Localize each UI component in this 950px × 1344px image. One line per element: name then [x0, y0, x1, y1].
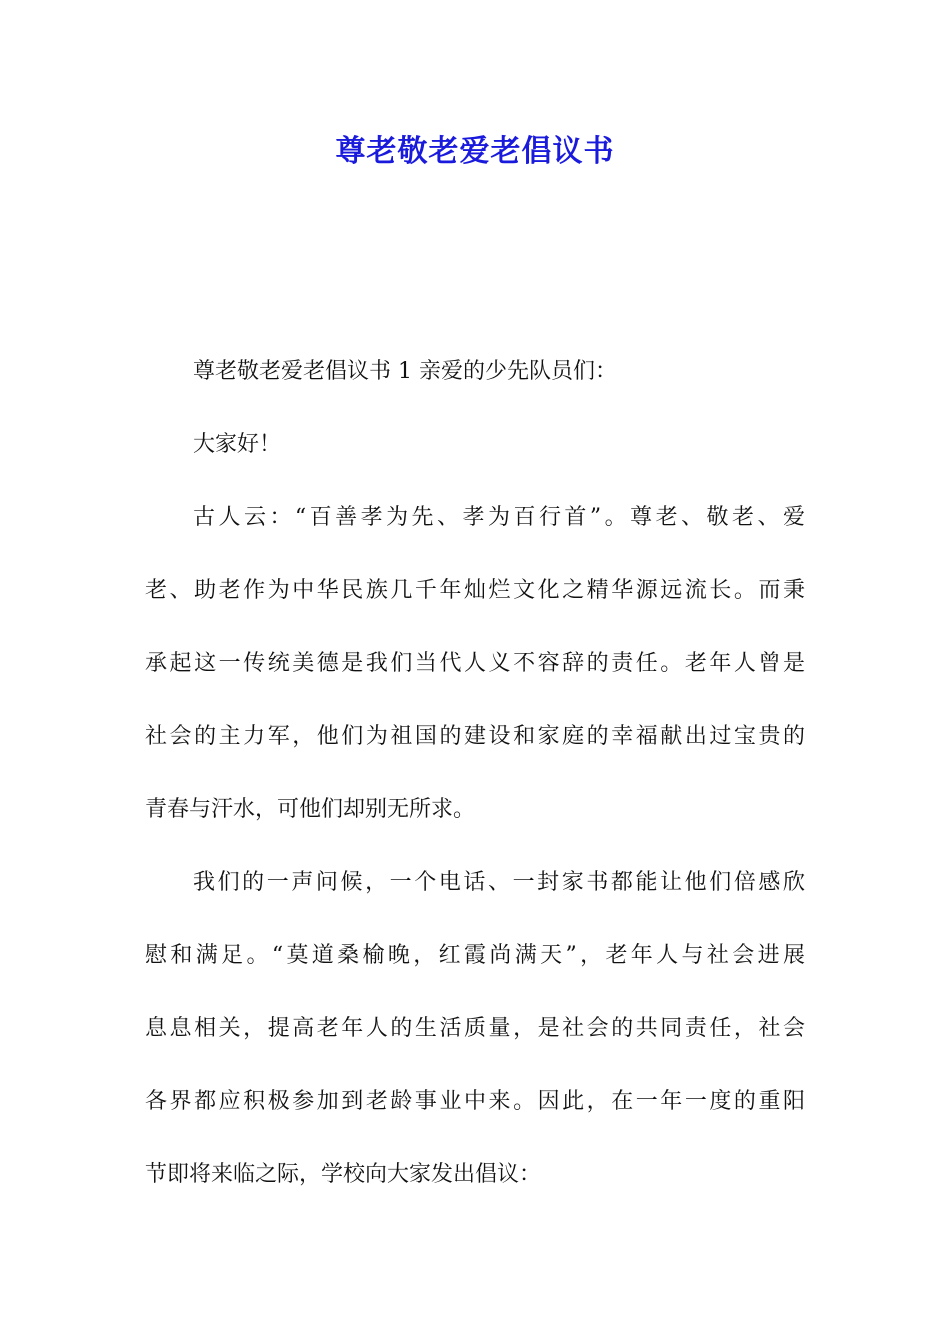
paragraph-line: 我们的一声问候，一个电话、一封家书都能让他们倍感欣 [193, 870, 805, 895]
paragraph-line: 青春与汗水，可他们却别无所求。 [145, 797, 476, 822]
paragraph-line: 慰和满足。“莫道桑榆晚，红霞尚满天”，老年人与社会进展 [145, 943, 805, 968]
paragraph-line: 社会的主力军，他们为祖国的建设和家庭的幸福献出过宝贵的 [145, 724, 805, 749]
paragraph-line: 各界都应积极参加到老龄事业中来。因此，在一年一度的重阳 [145, 1089, 805, 1114]
document-title: 尊老敬老爱老倡议书 [335, 134, 615, 169]
paragraph-salutation [145, 335, 805, 408]
paragraph-line: 古人云：“百善孝为先、孝为百行首”。尊老、敬老、爱 [193, 505, 805, 530]
paragraph-line: 承起这一传统美德是我们当代人义不容辞的责任。老年人曾是 [145, 651, 805, 676]
document-body [145, 335, 805, 1211]
paragraph-line: 尊老敬老爱老倡议书 1 亲爱的少先队员们： [193, 359, 617, 384]
paragraph-line: 大家好！ [193, 432, 282, 457]
paragraph-body-1 [145, 481, 805, 846]
paragraph-line: 息息相关，提高老年人的生活质量，是社会的共同责任，社会 [145, 1016, 805, 1041]
paragraph-line: 老、助老作为中华民族几千年灿烂文化之精华源远流长。而秉 [145, 578, 805, 603]
paragraph-line: 节即将来临之际，学校向大家发出倡议： [145, 1162, 542, 1187]
paragraph-body-2 [145, 846, 805, 1211]
paragraph-greeting [145, 408, 805, 481]
